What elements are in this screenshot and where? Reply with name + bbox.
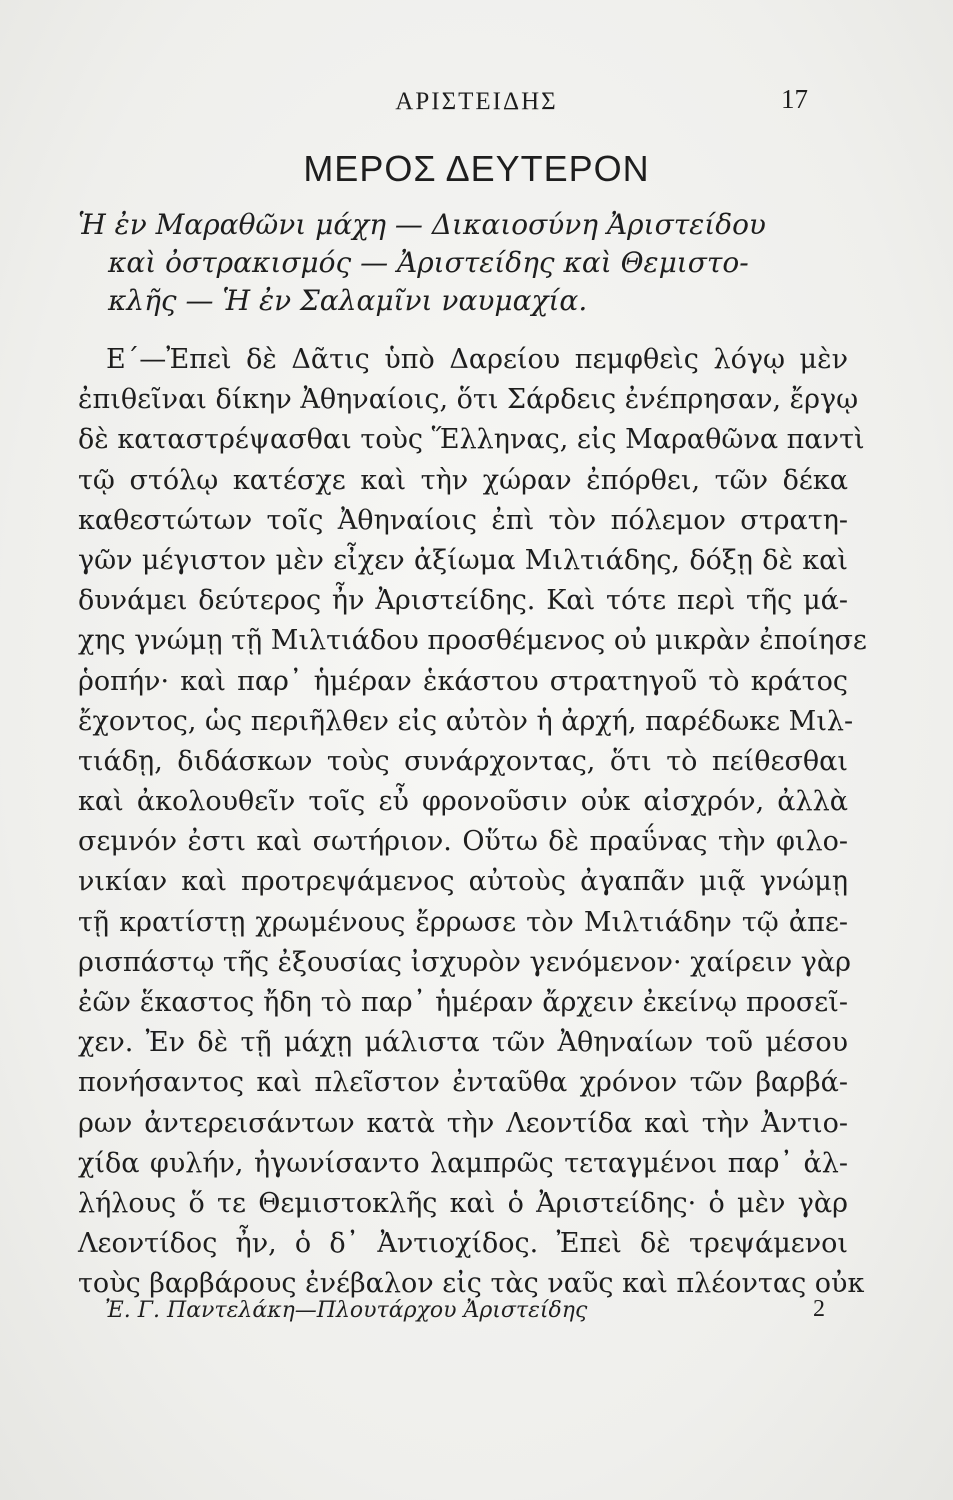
- body-line: καθεστώτων τοῖς Ἀθηναίοις ἐπὶ τὸν πόλεμον στρατη-: [78, 504, 848, 536]
- page-footer: [105, 1298, 825, 1334]
- chapter-summary: [78, 206, 838, 320]
- running-title: ΑΡΙΣΤΕΙΔΗΣ: [395, 88, 558, 115]
- body-line: νικίαν καὶ προτρεψάμενος αὐτοὺς ἀγαπᾶν μιᾷ γνώμῃ: [78, 866, 848, 898]
- body-line: χεν. Ἐν δὲ τῇ μάχῃ μάλιστα τῶν Ἀθηναίων τοῦ μέσου: [78, 1027, 848, 1059]
- body-line: γῶν μέγιστον μὲν εἶχεν ἀξίωμα Μιλτιάδης, δόξῃ δὲ καὶ: [78, 544, 848, 576]
- summary-line: καὶ ὀστρακισμός — Ἀριστείδης καὶ Θεμιστο-: [108, 246, 749, 279]
- signature-mark: 2: [813, 1296, 825, 1322]
- body-line: δυνάμει δεύτερος ἦν Ἀριστείδης. Καὶ τότε περὶ τῆς μά-: [78, 585, 848, 617]
- body-line: ἐπιθεῖναι δίκην Ἀθηναίοις, ὅτι Σάρδεις ἐνέπρησαν, ἔργῳ: [78, 384, 859, 416]
- body-line: τιάδῃ, διδάσκων τοὺς συνάρχοντας, ὅτι τὸ πείθεσθαι: [78, 745, 848, 777]
- body-line: ἔχοντος, ὡς περιῆλθεν εἰς αὐτὸν ἡ ἀρχή, παρέδωκε Μιλ-: [78, 705, 854, 737]
- body-line: σεμνόν ἐστι καὶ σωτήριον. Οὕτω δὲ πραΰνας τὴν φιλο-: [78, 826, 848, 858]
- body-line: τῇ κρατίστῃ χρωμένους ἔρρωσε τὸν Μιλτιάδην τῷ ἀπε-: [78, 906, 848, 938]
- body-line: λήλους ὅ τε Θεμιστοκλῆς καὶ ὁ Ἀριστείδης· ὁ μὲν γὰρ: [78, 1187, 848, 1219]
- body-line: καὶ ἀκολουθεῖν τοῖς εὖ φρονοῦσιν οὐκ αἰσχρόν, ἀλλὰ: [78, 786, 848, 818]
- body-line: τοὺς βαρβάρους ἐνέβαλον εἰς τὰς ναῦς καὶ πλέοντας οὐκ: [78, 1268, 865, 1300]
- part-title: ΜΕΡΟΣ ΔΕΥΤΕΡΟΝ: [303, 148, 650, 189]
- body-line: ῥοπήν· καὶ παρ᾽ ἡμέραν ἑκάστου στρατηγοῦ τὸ κράτος: [78, 665, 848, 697]
- body-line: Λεοντίδος ἦν, ὁ δ᾽ Ἀντιοχίδος. Ἐπεὶ δὲ τρεψάμενοι: [78, 1228, 848, 1260]
- body-line: ρισπάστῳ τῆς ἐξουσίας ἰσχυρὸν γενόμενον· χαίρειν γὰρ: [78, 946, 851, 978]
- body-line: ρων ἀντερεισάντων κατὰ τὴν Λεοντίδα καὶ τὴν Ἀντιο-: [78, 1107, 848, 1139]
- page-number: 17: [781, 84, 808, 114]
- body-line: τῷ στόλῳ κατέσχε καὶ τὴν χώραν ἐπόρθει, τῶν δέκα: [78, 464, 848, 496]
- body-line: Ε΄—Ἐπεὶ δὲ Δᾶτις ὑπὸ Δαρείου πεμφθεὶς λόγῳ μὲν: [106, 344, 848, 375]
- body-line: ἐῶν ἕκαστος ἤδη τὸ παρ᾽ ἡμέραν ἄρχειν ἐκείνῳ προσεῖ-: [78, 987, 848, 1018]
- body-text: [78, 340, 867, 1305]
- publisher-credit: Ἐ. Γ. Παντελάκη—Πλουτάρχου Ἀριστείδης: [105, 1298, 588, 1323]
- running-head: [0, 84, 953, 124]
- body-line: δὲ καταστρέψασθαι τοὺς Ἕλληνας, εἰς Μαραθῶνα παντὶ: [78, 424, 865, 456]
- body-line: χίδα φυλήν, ἠγωνίσαντο λαμπρῶς τεταγμένοι παρ᾽ ἀλ-: [78, 1147, 848, 1179]
- summary-line: Ἡ ἐν Μαραθῶνι μάχη — Δικαιοσύνη Ἀριστείδου: [78, 208, 766, 241]
- body-line: χης γνώμῃ τῇ Μιλτιάδου προσθέμενος οὐ μικρὰν ἐποίησε: [78, 625, 867, 657]
- summary-line: κλῆς — Ἡ ἐν Σαλαμῖνι ναυμαχία.: [108, 284, 588, 317]
- body-line: πονήσαντος καὶ πλεῖστον ἐνταῦθα χρόνον τῶν βαρβά-: [78, 1067, 848, 1099]
